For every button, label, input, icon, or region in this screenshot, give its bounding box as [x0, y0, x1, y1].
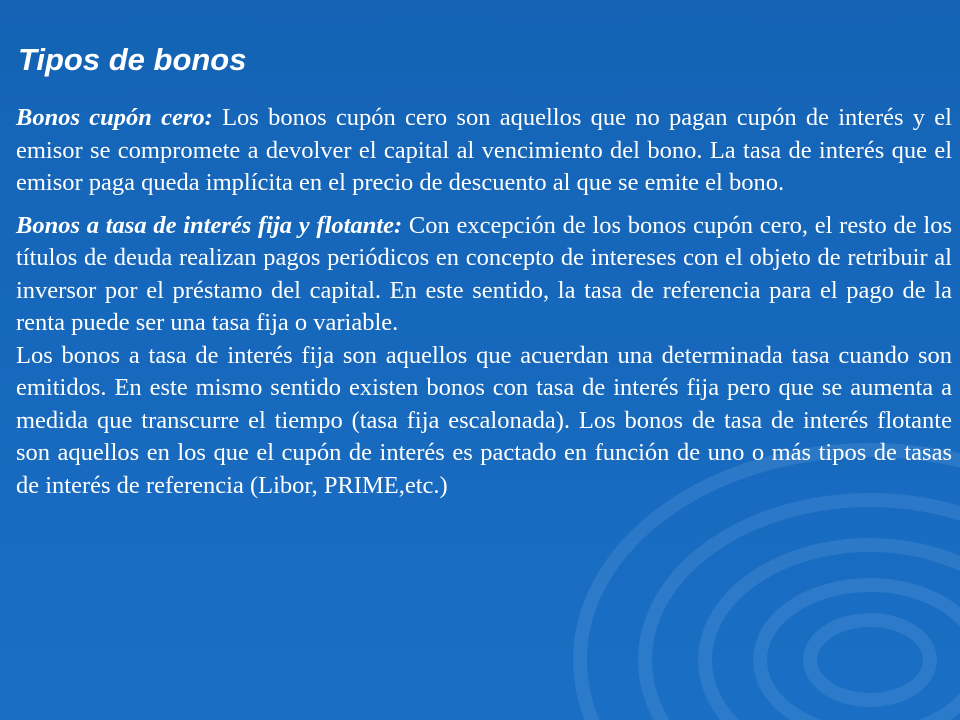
paragraph-zero-coupon — [16, 102, 952, 200]
slide-title: Tipos de bonos — [18, 42, 247, 77]
slide-content — [16, 38, 952, 502]
term-fixed-floating: Bonos a tasa de interés fija y flotante: — [16, 211, 403, 239]
term-zero-coupon: Bonos cupón cero: — [16, 104, 213, 131]
paragraph-fixed-floating — [16, 210, 952, 340]
text-zero-coupon: Los bonos cupón cero son aquellos que no pagan cupón de interés y el emisor se compromete a devolver el capital al vencimiento del bono. La tasa de interés que el emisor paga queda implícita en el precio de descuento al que se emite el bono. — [16, 104, 952, 196]
text-fixed-floating: Con excepción de los bonos cupón cero, el resto de los títulos de deuda realizan pagos periódicos en concepto de intereses con el objeto de retribuir al inversor por el préstamo del capital. En este sentido, la tasa de referencia para el pago de la renta puede ser una tasa fija o variable. — [16, 211, 952, 336]
paragraph-fixed-rate-details: Los bonos a tasa de interés fija son aquellos que acuerdan una determinada tasa cuando son emitidos. En este mismo sentido existen bonos con tasa de interés fija pero que se aumenta a medida que transcurre el tiempo (tasa fija escalonada). Los bonos de tasa de interés flotante son aquellos en los que el cupón de interés es pactado en función de uno o más tipos de tasas de interés de referencia (Libor, PRIME,etc.) — [16, 341, 952, 499]
